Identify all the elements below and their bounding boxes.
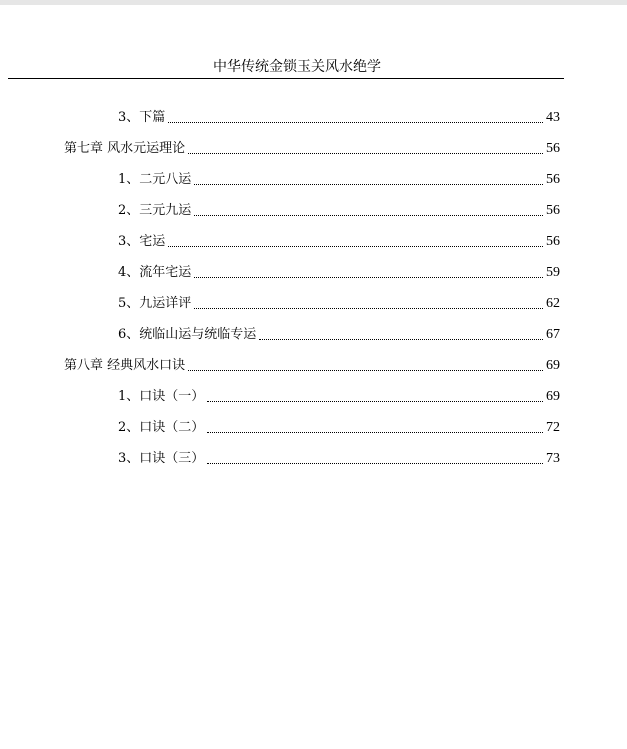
- toc-entry-page: 43: [546, 110, 560, 125]
- toc-entry-page: 72: [546, 420, 560, 435]
- toc-dot-leader: [188, 153, 543, 154]
- toc-entry-label: 2、三元九运: [118, 203, 192, 218]
- toc-entry-page: 59: [546, 265, 560, 280]
- toc-dot-leader: [168, 246, 543, 247]
- toc-entry-label: 1、二元八运: [118, 172, 192, 187]
- toc-entry-koujue-1: [118, 387, 560, 407]
- toc-entry-xiapian: [118, 108, 560, 128]
- toc-entry-sanyuan-jiuyun: [118, 201, 560, 221]
- toc-entry-jiuyun-xiangping: [118, 294, 560, 314]
- toc-entry-koujue-3: [118, 449, 560, 469]
- toc-entry-eryuan-bayun: [118, 170, 560, 190]
- toc-entry-tonglin-shanyun: [118, 325, 560, 345]
- toc-entry-liunian-zhaiyun: [118, 263, 560, 283]
- running-header: 中华传统金锁玉关风水绝学: [213, 59, 381, 75]
- toc-entry-zhaiyun: [118, 232, 560, 252]
- toc-entry-page: 67: [546, 327, 560, 342]
- toc-entry-label: 3、口诀（三）: [118, 451, 205, 466]
- toc-dot-leader: [207, 401, 543, 402]
- toc-entry-label: 第七章 风水元运理论: [64, 141, 186, 156]
- toc-entry-label: 第八章 经典风水口诀: [64, 358, 186, 373]
- toc-entry-page: 69: [546, 389, 560, 404]
- toc-dot-leader: [194, 184, 543, 185]
- toc-entry-koujue-2: [118, 418, 560, 438]
- toc-dot-leader: [194, 308, 543, 309]
- toc-dot-leader: [207, 432, 543, 433]
- toc-dot-leader: [188, 370, 543, 371]
- toc-entry-label: 3、下篇: [118, 110, 166, 125]
- toc-entry-page: 56: [546, 172, 560, 187]
- toc-dot-leader: [194, 215, 543, 216]
- toc-entry-page: 69: [546, 358, 560, 373]
- toc-entry-chapter-7: [64, 139, 560, 159]
- toc-entry-page: 56: [546, 141, 560, 156]
- toc-entry-label: 5、九运详评: [118, 296, 192, 311]
- toc-dot-leader: [194, 277, 543, 278]
- toc-entry-label: 6、统临山运与统临专运: [118, 327, 257, 342]
- toc-entry-label: 2、口诀（二）: [118, 420, 205, 435]
- toc-entry-page: 56: [546, 203, 560, 218]
- toc-entry-label: 3、宅运: [118, 234, 166, 249]
- toc-entry-page: 62: [546, 296, 560, 311]
- toc-entry-label: 1、口诀（一）: [118, 389, 205, 404]
- toc-entry-page: 56: [546, 234, 560, 249]
- toc-dot-leader: [168, 122, 543, 123]
- toc-entry-page: 73: [546, 451, 560, 466]
- toc-entry-chapter-8: [64, 356, 560, 376]
- toc-entry-label: 4、流年宅运: [118, 265, 192, 280]
- header-rule: [8, 78, 564, 79]
- page-top-edge: [0, 0, 627, 5]
- toc-dot-leader: [259, 339, 543, 340]
- toc-dot-leader: [207, 463, 543, 464]
